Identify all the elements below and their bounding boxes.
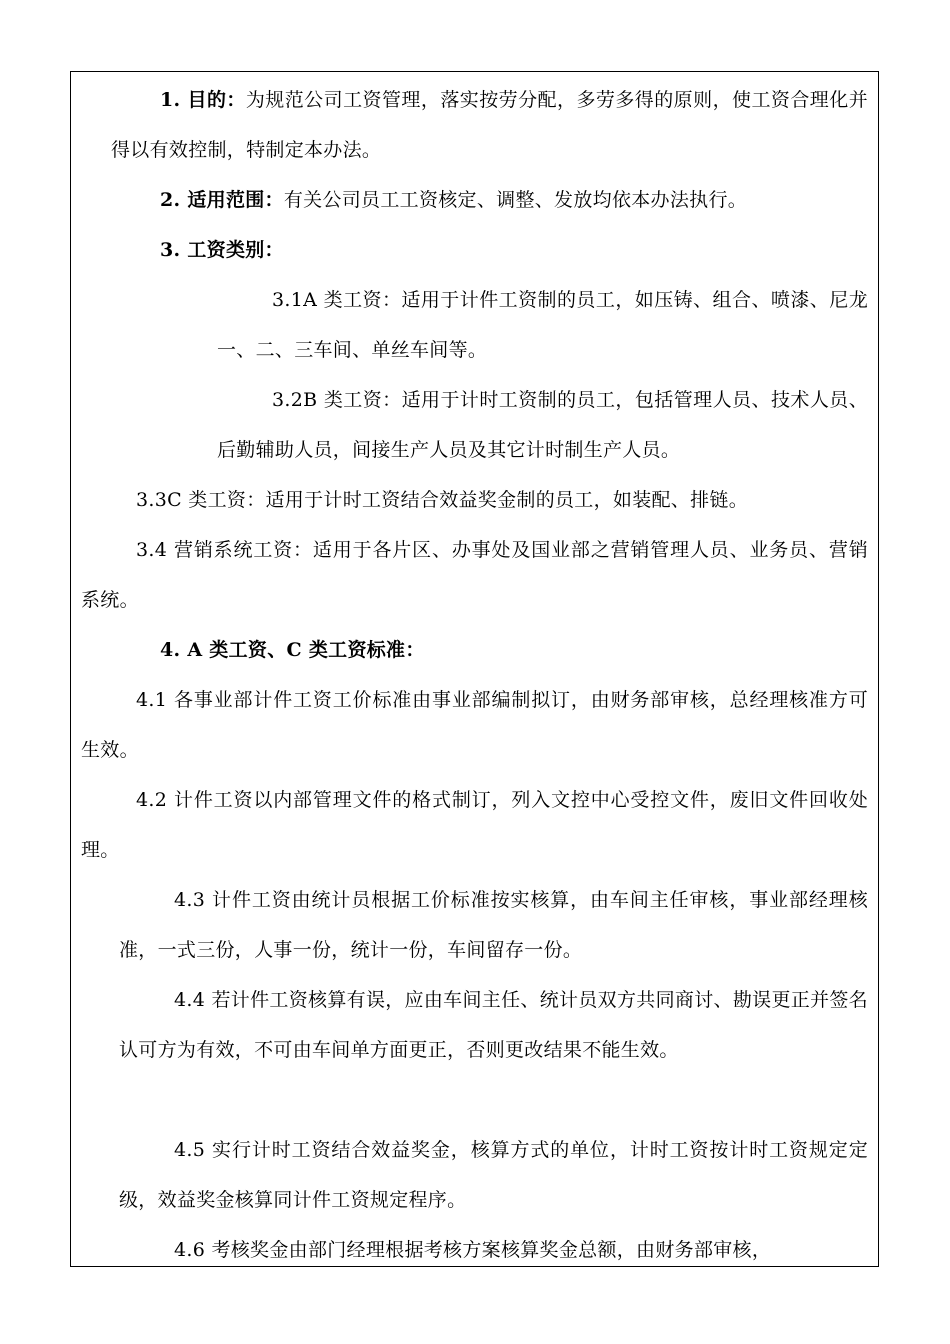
type-b-text: 3.2B 类工资：适用于计时工资制的员工，包括管理人员、技术人员、后勤辅助人员，间接生产人员及其它计时制生产人员。 — [217, 389, 868, 461]
section-4-3-text: 4.3 计件工资由统计员根据工价标准按实核算，由车间主任审核，事业部经理核准，一式三份，人事一份，统计一份，车间留存一份。 — [119, 889, 868, 961]
paragraph-2-scope — [111, 175, 868, 225]
paragraph-4-3 — [119, 875, 868, 975]
type-a-text: 3.1A 类工资：适用于计件工资制的员工，如压铸、组合、喷漆、尼龙一、二、三车间、单丝车间等。 — [217, 289, 868, 361]
paragraph-4-2 — [81, 775, 868, 875]
purpose-label: 1. 目的： — [160, 89, 246, 111]
paragraph-3-3 — [136, 475, 868, 525]
paragraph-4-5 — [119, 1125, 868, 1225]
document-frame — [70, 71, 879, 1267]
section-4-5-text: 4.5 实行计时工资结合效益奖金，核算方式的单位，计时工资按计时工资规定定级，效益奖金核算同计件工资规定程序。 — [119, 1139, 868, 1211]
paragraph-3-heading — [111, 225, 868, 275]
wage-standard-heading: 4. A 类工资、C 类工资标准： — [160, 639, 425, 661]
scope-text: 有关公司员工工资核定、调整、发放均依本办法执行。 — [283, 189, 748, 211]
paragraph-3-4 — [81, 525, 868, 625]
section-4-6-text: 4.6 考核奖金由部门经理根据考核方案核算奖金总额，由财务部审核， — [174, 1239, 772, 1261]
paragraph-3-1 — [217, 275, 868, 375]
purpose-text: 为规范公司工资管理，落实按劳分配，多劳多得的原则，使工资合理化并得以有效控制，特制定本办法。 — [111, 89, 868, 161]
type-c-text: 3.3C 类工资：适用于计时工资结合效益奖金制的员工，如装配、排链。 — [136, 489, 748, 511]
paragraph-1-purpose — [111, 75, 868, 175]
paragraph-4-6 — [119, 1225, 868, 1267]
scope-label: 2. 适用范围： — [160, 189, 284, 211]
wage-types-heading: 3. 工资类别： — [160, 239, 284, 261]
paragraph-4-1 — [81, 675, 868, 775]
paragraph-4-heading — [160, 625, 868, 675]
paragraph-3-2 — [217, 375, 868, 475]
section-4-4-text: 4.4 若计件工资核算有误，应由车间主任、统计员双方共同商讨、勘误更正并签名认可方为有效，不可由车间单方面更正，否则更改结果不能生效。 — [119, 989, 868, 1061]
paragraph-4-4 — [119, 975, 868, 1075]
section-4-2-text: 4.2 计件工资以内部管理文件的格式制订，列入文控中心受控文件，废旧文件回收处理。 — [81, 789, 868, 861]
section-4-1-text: 4.1 各事业部计件工资工价标准由事业部编制拟订，由财务部审核，总经理核准方可生效。 — [81, 689, 868, 761]
sales-wage-text: 3.4 营销系统工资：适用于各片区、办事处及国业部之营销管理人员、业务员、营销系统。 — [81, 539, 868, 611]
